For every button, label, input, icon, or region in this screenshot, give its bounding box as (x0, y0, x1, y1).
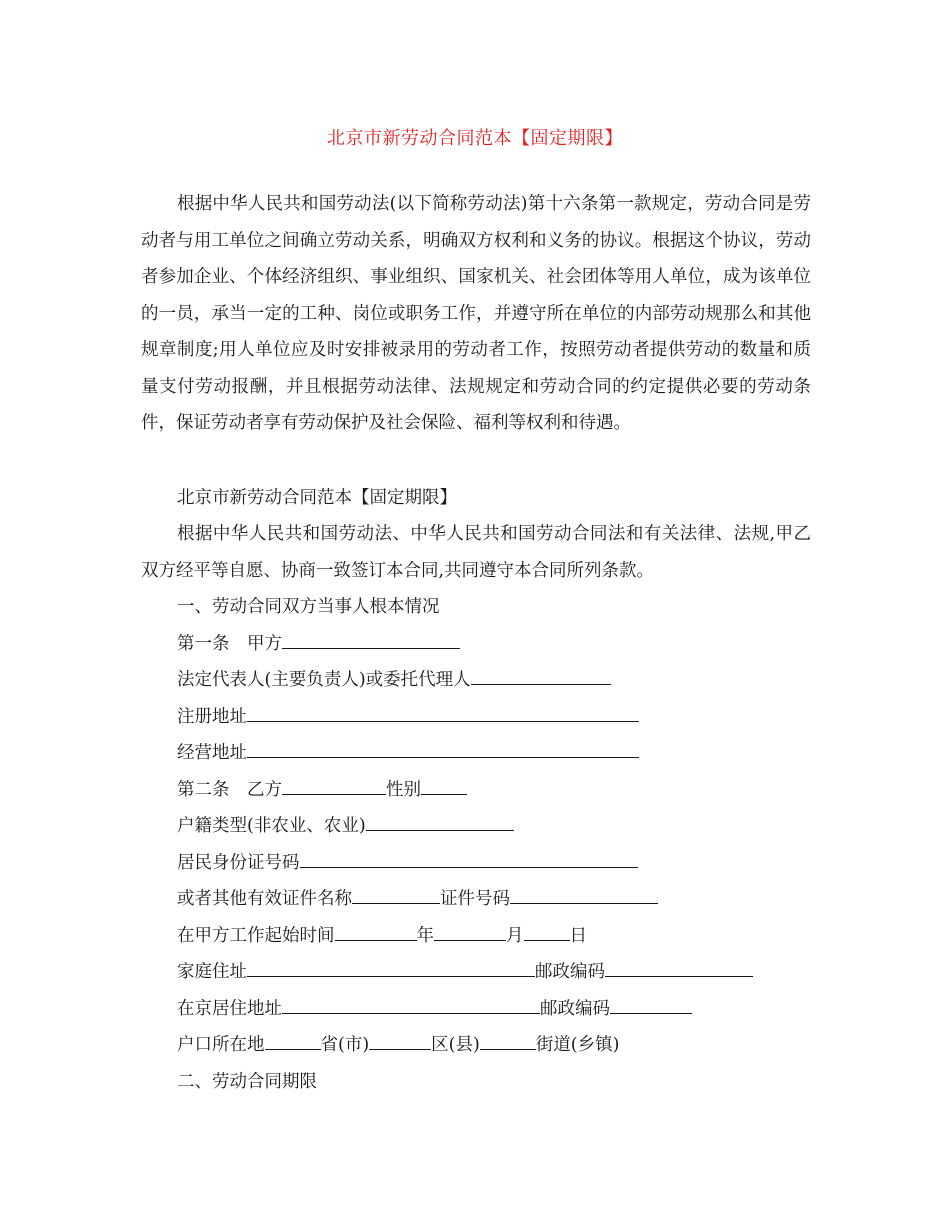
article2-label: 第二条 乙方 (177, 780, 282, 800)
postcode2-blank[interactable] (610, 996, 692, 1014)
start-month-blank[interactable] (434, 923, 506, 941)
other-id-blank[interactable] (352, 886, 440, 904)
postcode2-label: 邮政编码 (540, 999, 610, 1019)
id-number-label: 居民身份证号码 (177, 853, 300, 873)
party-a-blank[interactable] (282, 631, 460, 649)
id-no-blank[interactable] (510, 886, 658, 904)
home-address-blank[interactable] (247, 959, 535, 977)
id-no-label: 证件号码 (440, 889, 510, 909)
biz-address-blank[interactable] (247, 740, 639, 758)
day-label: 日 (569, 926, 587, 946)
id-number-row (177, 845, 638, 882)
home-address-label: 家庭住址 (177, 962, 247, 982)
section2-heading: 二、劳动合同期限 (177, 1072, 317, 1092)
province-label: 省(市) (320, 1035, 370, 1055)
subtitle: 北京市新劳动合同范本【固定期限】 (177, 488, 457, 508)
district-blank[interactable] (369, 1032, 431, 1050)
id-number-blank[interactable] (300, 850, 638, 868)
month-label: 月 (506, 926, 524, 946)
year-label: 年 (416, 926, 434, 946)
section1-heading: 一、劳动合同双方当事人根本情况 (177, 597, 440, 617)
street-blank[interactable] (480, 1032, 536, 1050)
bj-address-label: 在京居住地址 (177, 999, 282, 1019)
bj-address-blank[interactable] (282, 996, 540, 1014)
party-b-blank[interactable] (282, 777, 386, 795)
household-type-row (177, 808, 514, 845)
hukou-row (177, 1027, 619, 1064)
legal-rep-blank[interactable] (471, 667, 611, 685)
gender-blank[interactable] (421, 777, 467, 795)
household-type-label: 户籍类型(非农业、农业) (177, 816, 366, 836)
hukou-label: 户口所在地 (177, 1035, 265, 1055)
reg-address-label: 注册地址 (177, 707, 247, 727)
biz-address-label: 经营地址 (177, 743, 247, 763)
intro-paragraph: 根据中华人民共和国劳动法(以下简称劳动法)第十六条第一款规定，劳动合同是劳动者与用工单位之间确立劳动关系，明确双方权利和义务的协议。根据这个协议，劳动者参加企业、个体经济组织、事业组织、国家机关、社会团体等用人单位，成为该单位的一员，承当一定的工种、岗位或职务工作，并遵守所在单位的内部劳动规那么和其他规章制度;用人单位应及时安排被录用的劳动者工作，按照劳动者提供劳动的数量和质量支付劳动报酬，并且根据劳动法律、法规规定和劳动合同的约定提供必要的劳动条件，保证劳动者享有劳动保护及社会保险、福利等权利和待遇。 (141, 194, 811, 433)
postcode-blank[interactable] (605, 959, 753, 977)
gender-label: 性别 (386, 780, 421, 800)
home-address-row (177, 954, 753, 991)
start-time-row (177, 918, 587, 955)
start-day-blank[interactable] (524, 923, 570, 941)
start-year-blank[interactable] (335, 923, 417, 941)
biz-address-row (177, 735, 639, 772)
province-blank[interactable] (265, 1032, 321, 1050)
preamble-paragraph: 根据中华人民共和国劳动法、中华人民共和国劳动合同法和有关法律、法规,甲乙双方经平等自愿、协商一致签订本合同,共同遵守本合同所列条款。 (141, 524, 811, 581)
start-time-label: 在甲方工作起始时间 (177, 926, 335, 946)
bj-address-row (177, 991, 692, 1028)
article2-row (177, 772, 467, 809)
other-id-label: 或者其他有效证件名称 (177, 889, 352, 909)
article1-label: 第一条 甲方 (177, 634, 282, 654)
household-type-blank[interactable] (366, 813, 514, 831)
reg-address-blank[interactable] (247, 704, 639, 722)
article1-row (177, 626, 460, 663)
legal-rep-row (177, 662, 611, 699)
other-id-row (177, 881, 658, 918)
reg-address-row (177, 699, 639, 736)
postcode-label: 邮政编码 (535, 962, 605, 982)
street-label: 街道(乡镇) (535, 1035, 620, 1055)
document-title: 北京市新劳动合同范本【固定期限】 (327, 128, 623, 149)
district-label: 区(县) (431, 1035, 480, 1055)
legal-rep-label: 法定代表人(主要负责人)或委托代理人 (177, 670, 471, 690)
